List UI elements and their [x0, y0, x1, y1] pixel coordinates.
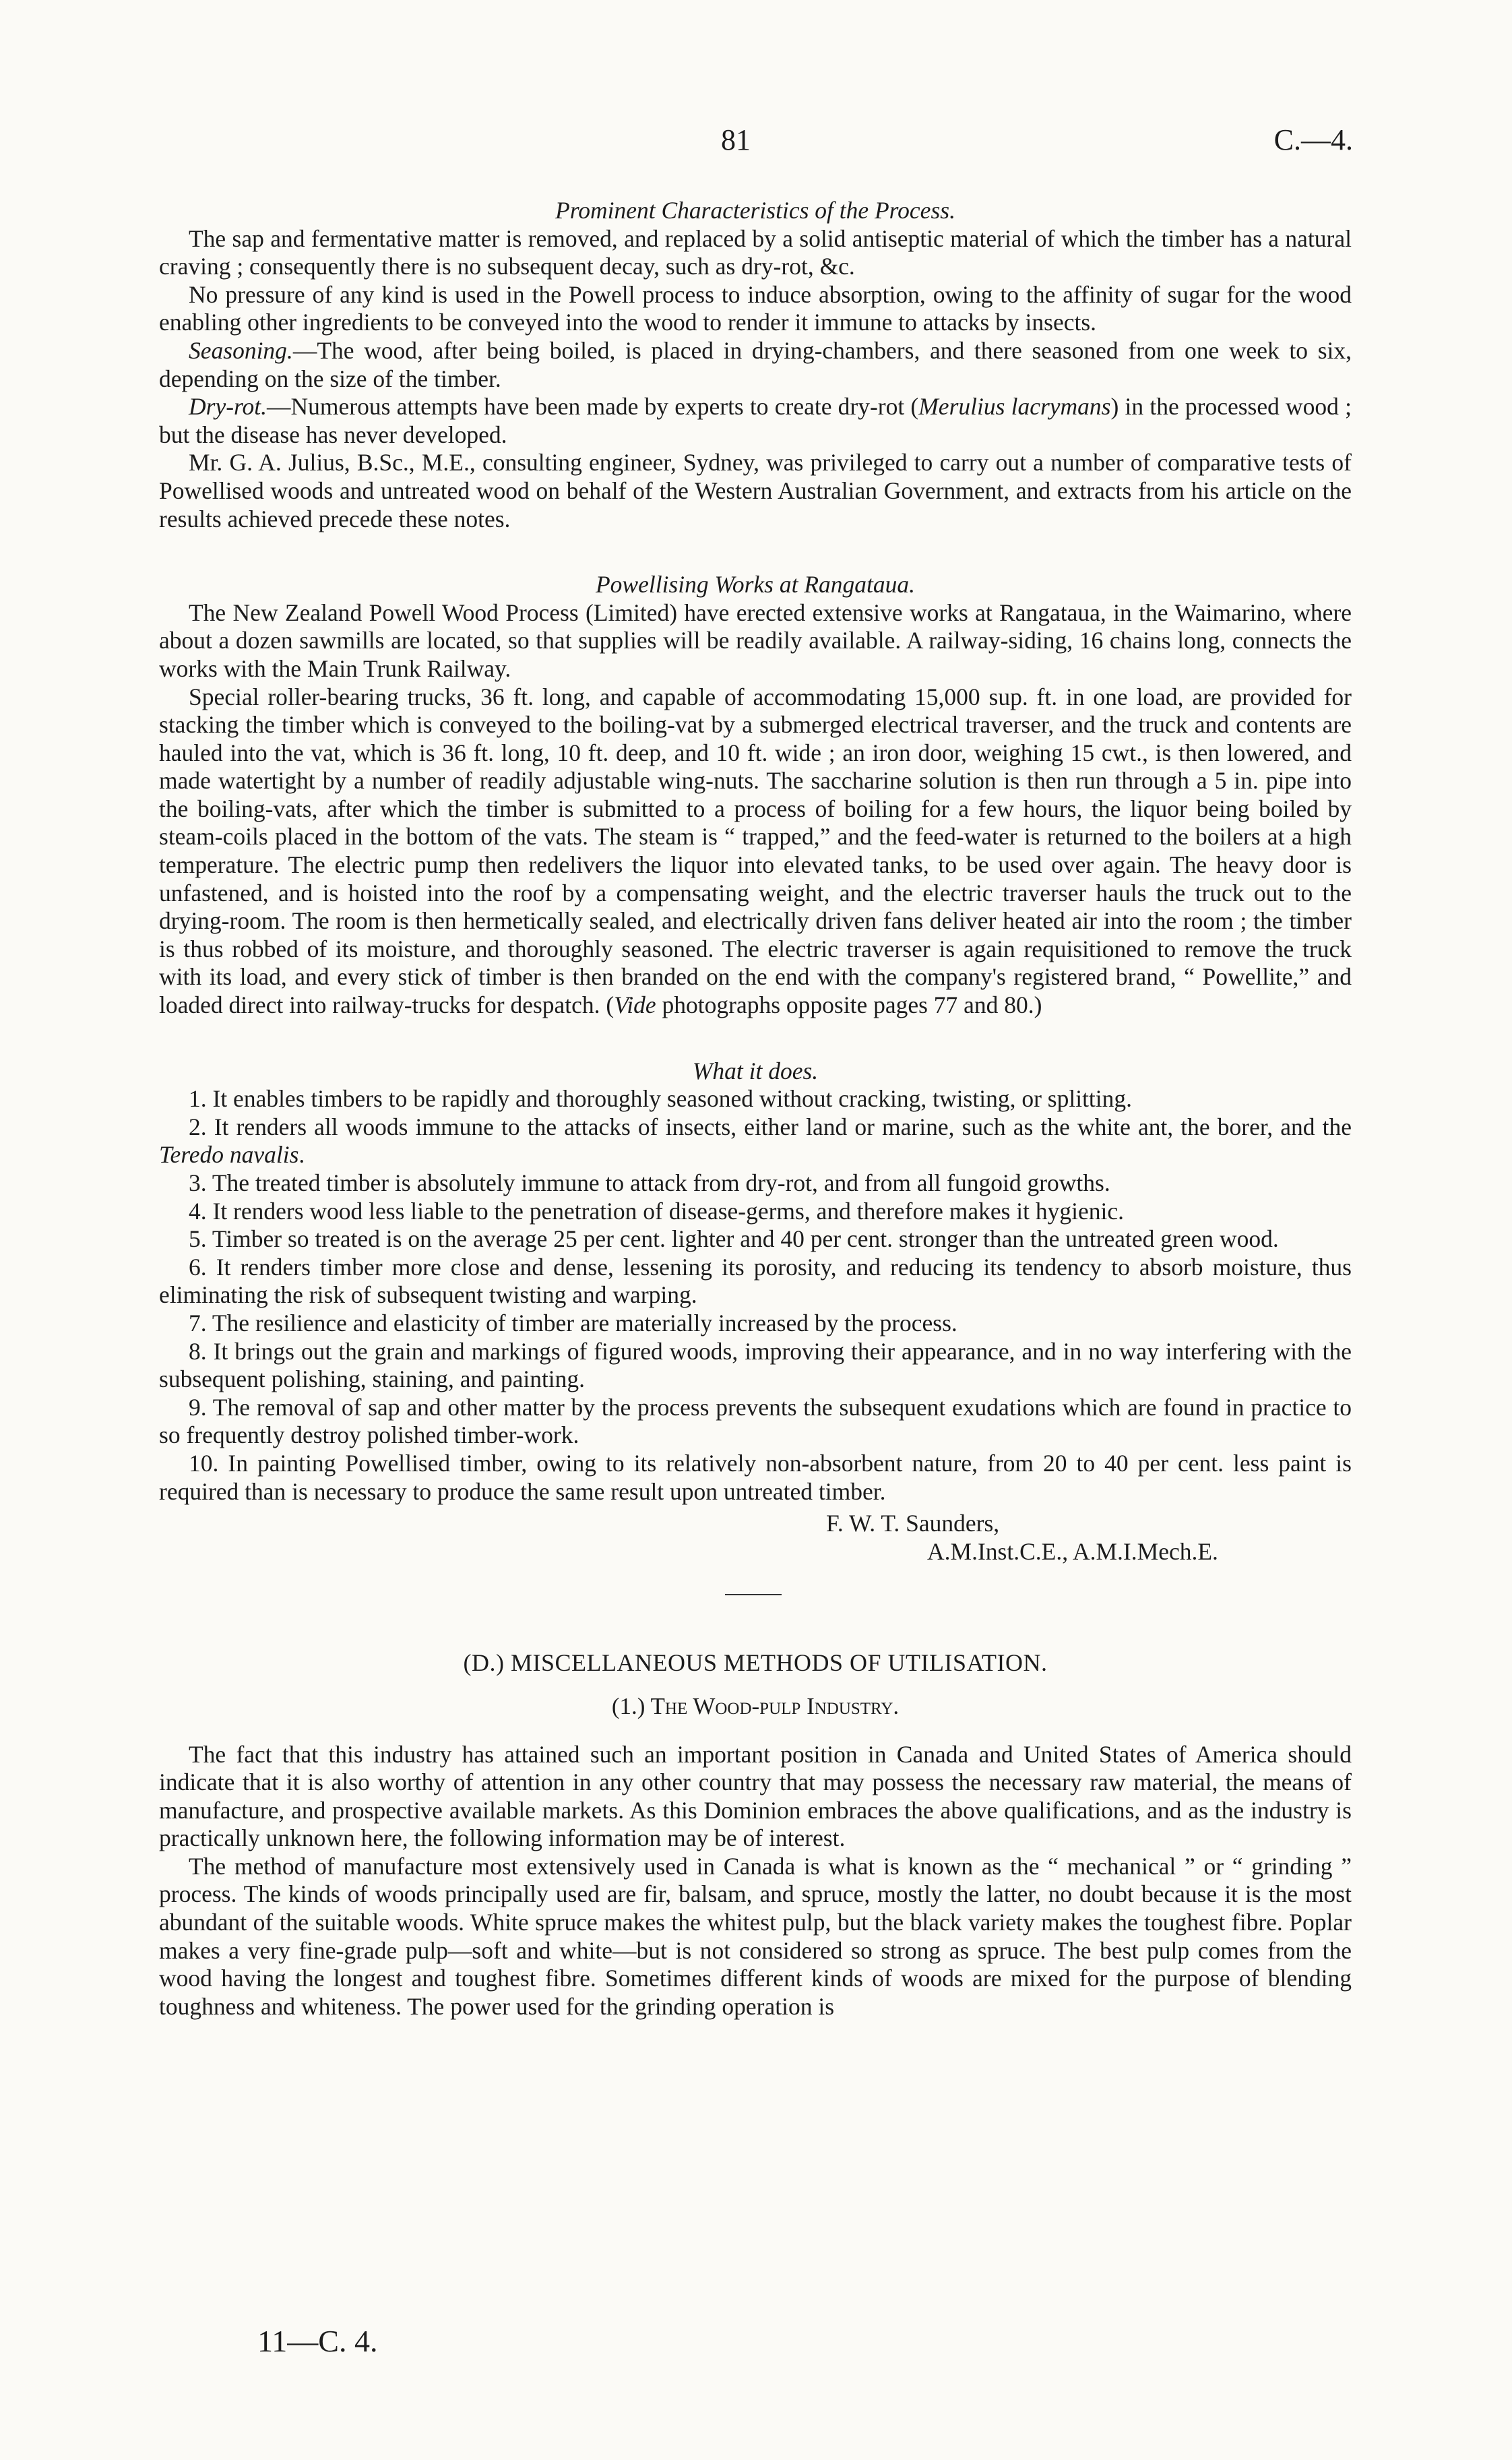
list-item: 10. In painting Powellised timber, owing to its relatively non-absorbent nature, from 20 to 40 per cent. less paint is required than is necessary to produce the same result upon untreated timber. [159, 1449, 1352, 1505]
signature-name: F. W. T. Saunders, [826, 1510, 1000, 1537]
section-heading: Prominent Characteristics of the Process. [555, 197, 955, 224]
paragraph-text: —Numerous attempts have been made by experts to create dry-rot ( [267, 393, 919, 421]
section-heading: What it does. [692, 1057, 819, 1084]
page-body [159, 189, 1352, 2021]
section-heading: Powellising Works at Rangataua. [596, 571, 915, 598]
section-miscellaneous [159, 1649, 1352, 2021]
list-item: 1. It enables timbers to be rapidly and thoroughly seasoned without cracking, twisting, or splitting. [189, 1085, 1133, 1113]
document-code: C.—4. [1273, 123, 1353, 156]
list-item: 7. The resilience and elasticity of timber are materially increased by the process. [189, 1309, 957, 1336]
paragraph [159, 337, 1352, 393]
list-item-text: . [298, 1141, 305, 1169]
list-item-text: 2. It renders all woods immune to the attacks of insects, either land or marine, such as the white ant, the borer, and the [189, 1113, 1352, 1140]
page-header [0, 123, 1512, 163]
paragraph [159, 393, 1352, 449]
section-divider [725, 1594, 782, 1595]
signature-mark: 11—C. 4. [257, 2324, 378, 2358]
paragraph: The sap and fermentative matter is removed, and replaced by a solid antiseptic material of which the timber has a natural craving ; consequently there is no subsequent decay, such as dry-rot, &c. [159, 224, 1352, 280]
paragraph: The method of manufacture most extensively used in Canada is what is known as the “ mechanical ” or “ grinding ” process. The kinds of woods principally used are fir, balsam, and spruce, mostly the latter, no doubt because it is the most abundant of the suitable woods. White spruce makes the whitest pulp, but the black variety makes the toughest fibre. Poplar makes a very fine-grade pulp—soft and white—but is not considered so strong as spruce. The best pulp comes from the wood having the longest and toughest fibre. Sometimes different kinds of woods are mixed for the purpose of blending toughness and whiteness. The power used for the grinding operation is [159, 1852, 1352, 2020]
paragraph: The fact that this industry has attained such an important position in Canada and United States of America should indicate that it is also worthy of attention in any other country that may possess the necessary raw material, the means of manufacture, and prospective available markets. As this Dominion embraces the above qualifications, and as the industry is practically unknown here, the following information may be of interest. [159, 1740, 1352, 1852]
list-item [159, 1113, 1352, 1169]
page-number: 81 [721, 123, 751, 156]
list-item: 9. The removal of sap and other matter by the process prevents the subsequent exudations which are found in practice to so frequently destroy polished timber-work. [159, 1393, 1352, 1449]
list-item: 3. The treated timber is absolutely immune to attack from dry-rot, and from all fungoid growths. [189, 1169, 1110, 1196]
list-item: 6. It renders timber more close and dense, lessening its porosity, and reducing its tendency to absorb moisture, thus eliminating the risk of subsequent twisting and warping. [159, 1253, 1352, 1309]
signature-block [159, 1510, 1352, 1566]
section-title: (D.) MISCELLANEOUS METHODS OF UTILISATION. [463, 1649, 1048, 1677]
paragraph-text: Special roller-bearing trucks, 36 ft. long, and capable of accommodating 15,000 sup. ft. in one load, are provided for stacking the timber which is conveyed to the boiling-vat by a submerged electrical traverser, and the truck and contents are hauled into the vat, which is 36 ft. long, 10 ft. deep, and 10 ft. wide ; an iron door, weighing 15 cwt., is then lowered, and made watertight by a number of readily adjustable wing-nuts. The saccharine solution is then run through a 5 in. pipe into the boiling-vats, after which the timber is submitted to a process of boiling for a few hours, the liquor being boiled by steam-coils placed in the bottom of the vats. The steam is “ trapped,” and the feed-water is returned to the boilers at a high temperature. The electric pump then redelivers the liquor into elevated tanks, to be used over again. The heavy door is unfastened, and is hoisted into the roof by a compensating weight, and the electric traverser hauls the truck out to the drying-room. The room is then hermetically sealed, and electrically driven fans deliver heated air into the room ; the timber is thus robbed of its moisture, and thoroughly seasoned. The electric traverser is again requisitioned to remove the truck with its load, and every stick of timber is then branded on the end with the company's registered brand, “ Powellite,” and loaded direct into railway-trucks for despatch. ( [159, 683, 1352, 1019]
paragraph-text: photographs opposite pages 77 and 80.) [656, 991, 1042, 1019]
list-item: 8. It brings out the grain and markings of figured woods, improving their appearance, and in no way interfering with the subsequent polishing, staining, and painting. [159, 1337, 1352, 1393]
paragraph-text: ) in the processed wood ; but the disease has never developed. [159, 393, 1352, 448]
signature-credentials: A.M.Inst.C.E., A.M.I.Mech.E. [927, 1537, 1218, 1565]
vide-word: Vide [614, 991, 656, 1019]
paragraph-text: —The wood, after being boiled, is placed in drying-chambers, and there seasoned from one week to six, depending on the size of the timber. [159, 336, 1352, 392]
list-item: 5. Timber so treated is on the average 25 per cent. lighter and 40 per cent. stronger than the untreated green wood. [189, 1225, 1279, 1253]
section-subtitle: (1.) The Wood-pulp Industry. [611, 1692, 900, 1719]
paragraph: No pressure of any kind is used in the Powell process to induce absorption, owing to the affinity of sugar for the wood enabling other ingredients to be conveyed into the wood to render it immune to attacks by insects. [159, 280, 1352, 336]
run-in-heading: Dry-rot. [189, 393, 267, 421]
list-item: 4. It renders wood less liable to the penetration of disease-germs, and therefore makes it hygienic. [189, 1197, 1124, 1225]
section-rangataua-works [159, 571, 1352, 1020]
species-name: Teredo navalis [159, 1141, 299, 1169]
section-characteristics [159, 197, 1352, 533]
paragraph: The New Zealand Powell Wood Process (Limited) have erected extensive works at Rangataua, in the Waimarino, where about a dozen sawmills are located, so that supplies will be readily available. A railway-siding, 16 chains long, connects the works with the Main Trunk Railway. [159, 598, 1352, 682]
paragraph [159, 683, 1352, 1020]
section-what-it-does [159, 1057, 1352, 1506]
species-name: Merulius lacrymans [918, 393, 1111, 421]
run-in-heading: Seasoning. [189, 336, 293, 364]
paragraph: Mr. G. A. Julius, B.Sc., M.E., consulting engineer, Sydney, was privileged to carry out a number of comparative tests of Powellised woods and untreated wood on behalf of the Western Australian Government, and extracts from his article on the results achieved precede these notes. [159, 449, 1352, 532]
